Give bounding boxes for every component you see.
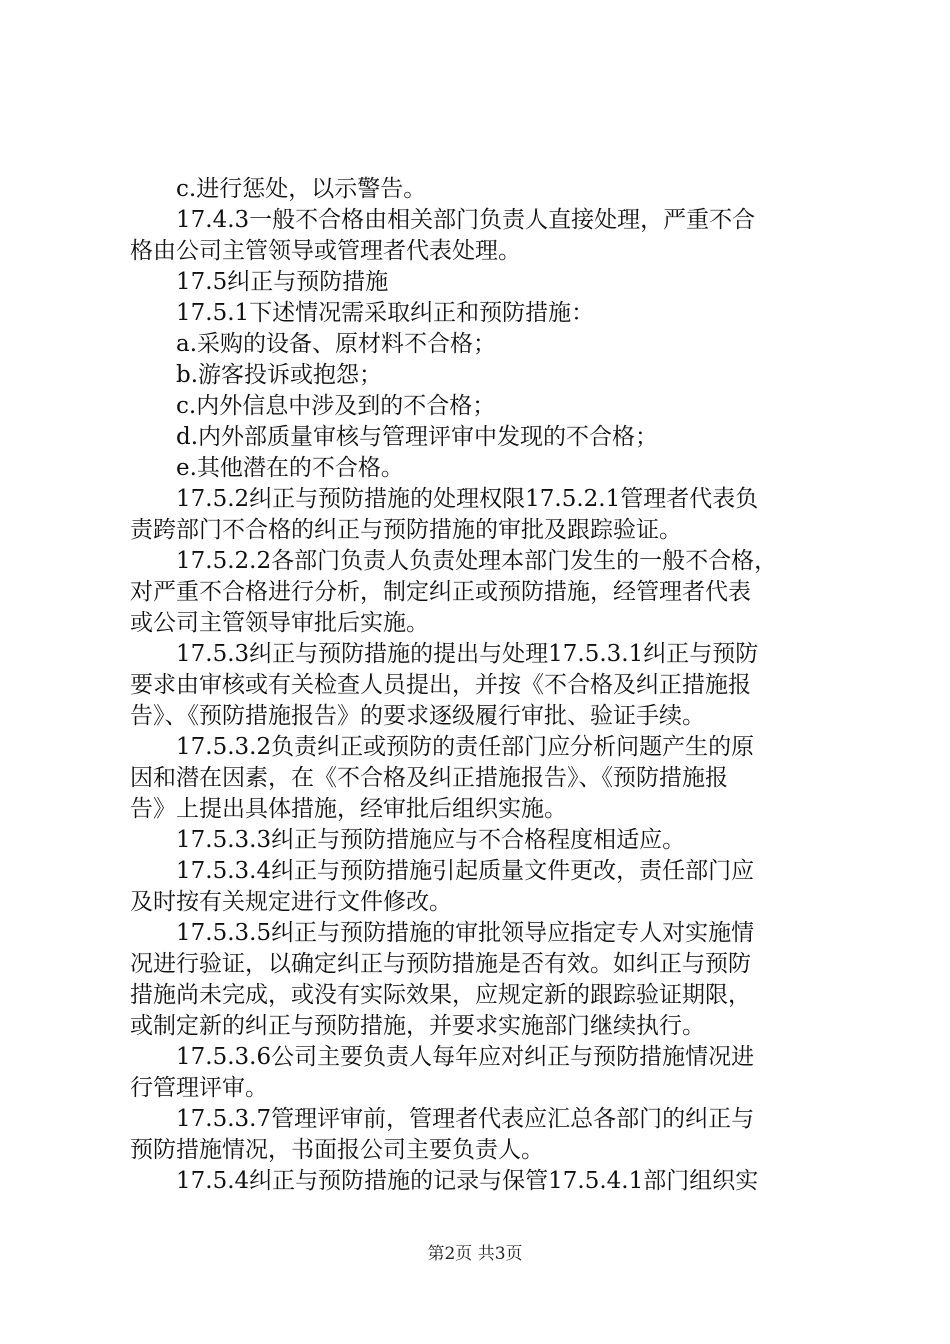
document-body [130, 174, 830, 1197]
document-line: 格由公司主管领导或管理者代表处理。 [130, 238, 521, 264]
document-line: 17.5.3.2负责纠正或预防的责任部门应分析问题产生的原 [176, 734, 755, 760]
document-line: 或制定新的纠正与预防措施，并要求实施部门继续执行。 [130, 1013, 705, 1039]
document-line: b.游客投诉或抱怨； [176, 362, 383, 388]
document-line: c.内外信息中涉及到的不合格； [176, 393, 496, 419]
document-line: 17.5.3.3纠正与预防措施应与不合格程度相适应。 [176, 827, 686, 853]
document-line: 对严重不合格进行分析，制定纠正或预防措施，经管理者代表 [130, 579, 751, 605]
document-line: 17.5.3.7管理评审前，管理者代表应汇总各部门的纠正与 [176, 1106, 755, 1132]
document-line: 责跨部门不合格的纠正与预防措施的审批及跟踪验证。 [130, 517, 682, 543]
page-footer: 第2页 共3页 [427, 1244, 523, 1264]
document-line: 17.5.2.2各部门负责人负责处理本部门发生的一般不合格， [176, 548, 778, 574]
document-line: 17.5.1下述情况需采取纠正和预防措施： [176, 300, 595, 326]
document-line: c.进行惩处，以示警告。 [176, 176, 427, 202]
document-line: d.内外部质量审核与管理评审中发现的不合格； [176, 424, 659, 450]
document-line: 要求由审核或有关检查人员提出，并按《不合格及纠正措施报 [130, 672, 751, 698]
document-line: 17.5.3.6公司主要负责人每年应对纠正与预防措施情况进 [176, 1044, 755, 1070]
document-line: 告》、《预防措施报告》的要求逐级履行审批、验证手续。 [130, 703, 705, 729]
document-line: 17.5.3.5纠正与预防措施的审批领导应指定专人对实施情 [176, 920, 755, 946]
document-line: 17.5.2纠正与预防措施的处理权限17.5.2.1管理者代表负 [176, 486, 759, 512]
document-line: 预防措施情况，书面报公司主要负责人。 [130, 1137, 544, 1163]
document-line: 17.4.3一般不合格由相关部门负责人直接处理，严重不合 [176, 207, 756, 233]
document-line: 17.5.3纠正与预防措施的提出与处理17.5.3.1纠正与预防 [176, 641, 759, 667]
document-line: 措施尚未完成，或没有实际效果，应规定新的跟踪验证期限， [130, 982, 751, 1008]
document-line: 告》上提出具体措施，经审批后组织实施。 [130, 796, 567, 822]
document-line: 因和潜在因素，在《不合格及纠正措施报告》、《预防措施报 [130, 765, 728, 791]
document-line: 17.5.3.4纠正与预防措施引起质量文件更改，责任部门应 [176, 858, 755, 884]
document-line: 行管理评审。 [130, 1075, 268, 1101]
document-line: a.采购的设备、原材料不合格； [176, 331, 497, 357]
document-line: 或公司主管领导审批后实施。 [130, 610, 429, 636]
document-line: 况进行验证，以确定纠正与预防措施是否有效。如纠正与预防 [130, 951, 751, 977]
document-line: 及时按有关规定进行文件修改。 [130, 889, 452, 915]
document-line: e.其他潜在的不合格。 [176, 455, 404, 481]
document-line: 17.5.4纠正与预防措施的记录与保管17.5.4.1部门组织实 [176, 1168, 759, 1194]
document-line: 17.5纠正与预防措施 [176, 269, 389, 295]
